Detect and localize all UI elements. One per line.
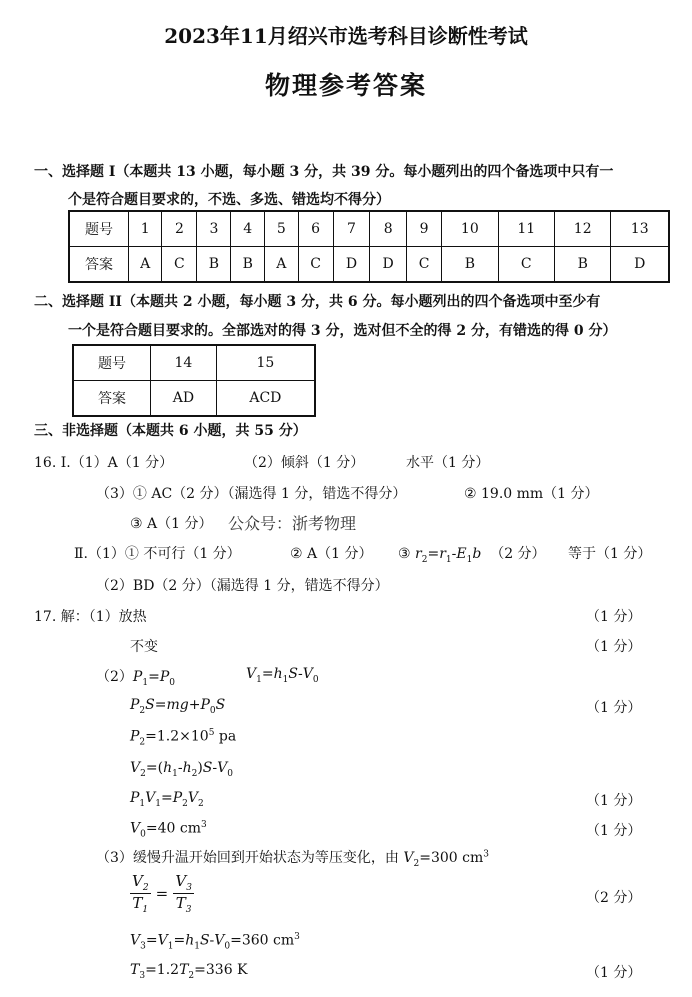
p2-unit: pa — [214, 728, 237, 745]
q16-line4-d: 等于（1 分） — [568, 546, 652, 562]
score-label: （2 分） — [586, 890, 642, 906]
watermark-text: 公众号：浙考物理 — [228, 514, 357, 533]
v3-value-text: =360 cm — [230, 932, 295, 949]
q16-line4-c-score: （2 分） — [490, 546, 546, 562]
fraction-v2-t1: $\frac{V_2}{T_1}$ — [132, 872, 149, 915]
exam-title: 2023年11月绍兴市选考科目诊断性考试 — [164, 24, 528, 48]
question-number: 10 — [442, 211, 498, 247]
question-number: 8 — [370, 211, 407, 247]
q17-boyle-eq: $P_1V_1=P_2V_2$ — [130, 790, 204, 809]
q16-line4-a: Ⅱ.（1）① 不可行（1 分） — [74, 546, 241, 562]
section1-answer-table — [68, 210, 670, 283]
score-label: （1 分） — [586, 793, 642, 809]
question-number: 6 — [298, 211, 333, 247]
q17-line2: 不变 — [130, 639, 158, 655]
question-number: 15 — [216, 345, 315, 381]
part3-value: =300 cm — [419, 850, 484, 866]
part3-text: （3）缓慢升温开始回到开始状态为等压变化，由 — [96, 850, 399, 866]
answer-cell: B — [555, 247, 611, 283]
row-label: 题号 — [69, 211, 129, 247]
table-row — [69, 211, 669, 247]
score-label: （1 分） — [586, 965, 642, 981]
q16-line4-b: ② A（1 分） — [290, 546, 373, 562]
question-number: 11 — [498, 211, 554, 247]
part2-label: （2） — [96, 669, 133, 685]
q17-v1-eq: $V_1=h_1S-V_0$ — [246, 666, 319, 685]
fraction-v3-t3: $\frac{V_3}{T_3}$ — [175, 872, 192, 915]
question-number: 9 — [407, 211, 442, 247]
answer-cell: B — [231, 247, 265, 283]
answer-cell: ACD — [216, 381, 315, 417]
q17-p2-value: $P_2=1.2\times 10^5$ pa — [130, 728, 237, 748]
section1-heading-line2: 个是符合题目要求的，不选、多选、错选均不得分） — [68, 192, 390, 208]
score-label: （1 分） — [586, 609, 642, 625]
answer-cell: A — [265, 247, 298, 283]
question-number: 5 — [265, 211, 298, 247]
table-row — [73, 345, 315, 381]
table-row — [73, 381, 315, 417]
q17-t3-value: $T_3=1.2T_2=336$ K — [130, 962, 248, 981]
answer-cell: C — [498, 247, 554, 283]
answer-cell: C — [298, 247, 333, 283]
row-label: 题号 — [73, 345, 151, 381]
q16-line2-b: ② 19.0 mm（1 分） — [464, 486, 599, 502]
answer-cell: A — [129, 247, 162, 283]
answer-cell: C — [407, 247, 442, 283]
answer-cell: B — [197, 247, 231, 283]
p2-eq-text: =mg+ — [154, 697, 201, 713]
answer-cell: B — [442, 247, 498, 283]
t3-value-text: =336 K — [194, 962, 248, 978]
q17-v0-value: $V_0=40$ $cm^3$ — [130, 820, 207, 840]
section2-heading-line1: 二、选择题 II（本题共 2 小题，每小题 3 分，共 6 分。每小题列出的四个备选项中至少有 — [34, 294, 601, 310]
section2-heading-line2: 一个是符合题目要求的。全部选对的得 3 分，选对但不全的得 2 分，有错选的得 0 分） — [68, 323, 617, 339]
q16-line2-a: （3）① AC（2 分）（漏选得 1 分，错选不得分） — [96, 486, 407, 502]
q16-line4-c: ③ $r_2=r_1-E_1b$ （2 分） — [398, 546, 546, 565]
answer-cell: D — [333, 247, 370, 283]
answer-key-title: 物理参考答案 — [264, 71, 427, 100]
question-number: 7 — [333, 211, 370, 247]
q16-line1-a: 16. Ⅰ.（1）A（1 分） — [34, 455, 174, 471]
answer-cell: D — [611, 247, 669, 283]
score-label: （1 分） — [586, 823, 642, 839]
section2-answer-table — [72, 344, 316, 417]
q17-v3-value: $V_3=V_1=h_1S-V_0=360$ $cm^3$ — [130, 932, 300, 952]
q17-ratio-eq: $\frac{V_2}{T_1}$ = $\frac{V_3}{T_3}$ — [132, 872, 192, 915]
q17-p2s-eq: $P_2S=mg+P_0S$ — [130, 697, 226, 716]
q16-line1-c: 水平（1 分） — [406, 455, 490, 471]
q17-v2-eq: $V_2=(h_1-h_2)S-V_0$ — [130, 760, 233, 779]
question-number: 14 — [151, 345, 217, 381]
question-number: 2 — [162, 211, 197, 247]
section1-heading-line1: 一、选择题 I（本题共 13 小题，每小题 3 分，共 39 分。每小题列出的四个备选项中只有一 — [34, 164, 614, 180]
question-number: 3 — [197, 211, 231, 247]
q16-line3: ③ A（1 分） — [130, 516, 213, 532]
answer-cell: D — [370, 247, 407, 283]
q17-part2: $(2)P_1=P_0$ — [96, 669, 175, 688]
answer-cell: C — [162, 247, 197, 283]
row-label: 答案 — [73, 381, 151, 417]
question-number: 1 — [129, 211, 162, 247]
q16-line1-b: （2）倾斜（1 分） — [244, 455, 365, 471]
question-number: 4 — [231, 211, 265, 247]
question-number: 13 — [611, 211, 669, 247]
score-label: （1 分） — [586, 639, 642, 655]
p2-value-text: =1.2×10 — [145, 728, 209, 745]
table-row — [69, 247, 669, 283]
q16-line5: （2）BD（2 分）（漏选得 1 分，错选不得分） — [96, 578, 389, 594]
v0-value-text: =40 cm — [145, 820, 201, 837]
circled-three: ③ — [398, 546, 411, 562]
question-number: 12 — [555, 211, 611, 247]
q17-intro: 17. 解：（1）放热 — [34, 609, 147, 625]
score-label: （1 分） — [586, 700, 642, 716]
q17-part3: （3）缓慢升温开始回到开始状态为等压变化，由 $V_2=300$ $cm^3$ — [96, 849, 489, 869]
answer-cell: AD — [151, 381, 217, 417]
row-label: 答案 — [69, 247, 129, 283]
section3-heading: 三、非选择题（本题共 6 小题，共 55 分） — [34, 423, 307, 439]
